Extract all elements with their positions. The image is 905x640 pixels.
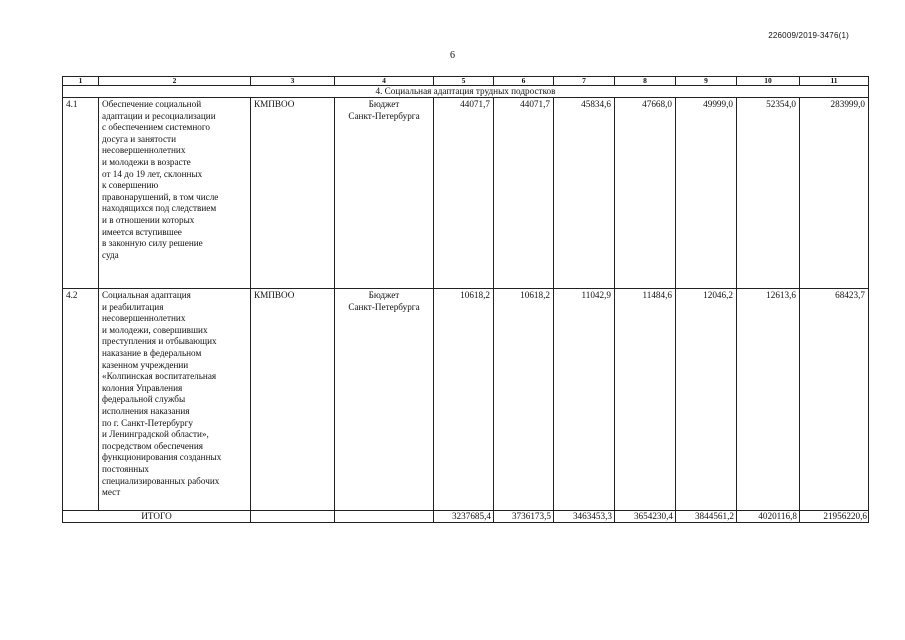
text-line: казенном учреждении (102, 359, 189, 370)
table-row (63, 98, 869, 289)
total-value: 3237685,4 (434, 511, 494, 523)
text-line: преступления и отбывающих (102, 336, 217, 347)
row-value: 44071,7 (434, 98, 494, 289)
row-value: 45834,6 (554, 98, 615, 289)
document-id: 226009/2019-3476(1) (768, 31, 849, 40)
column-number-row (63, 77, 869, 86)
text-line: Санкт-Петербурга (348, 301, 420, 312)
text-line: к совершению (102, 180, 159, 191)
text-line: в законную силу решение (102, 238, 203, 249)
row-value: 44071,7 (494, 98, 554, 289)
total-label: ИТОГО (63, 511, 251, 523)
column-number: 2 (99, 77, 251, 86)
text-line: несовершеннолетних (102, 145, 186, 156)
text-line: адаптации и ресоциализации (102, 110, 216, 121)
section-title-row (63, 86, 869, 98)
row-value: 11042,9 (554, 289, 615, 511)
column-number: 5 (434, 77, 494, 86)
text-line: имеется вступившее (102, 226, 182, 237)
text-line: суда (102, 249, 119, 260)
row-value: 283999,0 (800, 98, 869, 289)
row-value: 49999,0 (676, 98, 737, 289)
text-line: с обеспечением системного (102, 122, 211, 133)
text-line: исполнения наказания (102, 405, 190, 416)
text-line: функционирования созданных (102, 452, 222, 463)
text-line: несовершеннолетних (102, 313, 186, 324)
text-line: и Ленинградской области», (102, 429, 209, 440)
row-executor: КМПВОО (251, 98, 335, 289)
row-value: 52354,0 (737, 98, 800, 289)
row-executor: КМПВОО (251, 289, 335, 511)
row-value: 68423,7 (800, 289, 869, 511)
text-line: наказание в федеральном (102, 347, 202, 358)
total-value: 21956220,6 (800, 511, 869, 523)
row-value: 10618,2 (434, 289, 494, 511)
text-line: Бюджет (368, 99, 400, 109)
table-row (63, 289, 869, 511)
empty-cell (335, 511, 434, 523)
text-line: Санкт-Петербурга (348, 110, 420, 121)
column-number: 1 (63, 77, 99, 86)
total-value: 3654230,4 (615, 511, 676, 523)
text-line: Социальная адаптация (102, 290, 191, 300)
column-number: 9 (676, 77, 737, 86)
text-line: правонарушений, в том числе (102, 191, 219, 202)
section-title: 4. Социальная адаптация трудных подростков (63, 86, 869, 98)
empty-cell (251, 511, 335, 523)
column-number: 7 (554, 77, 615, 86)
text-line: «Колпинская воспитательная (102, 371, 217, 382)
total-row (63, 511, 869, 523)
text-line: Обеспечение социальной (102, 99, 202, 109)
row-value: 47668,0 (615, 98, 676, 289)
total-value: 4020116,8 (737, 511, 800, 523)
text-line: и в отношении которых (102, 214, 195, 225)
column-number: 3 (251, 77, 335, 86)
column-number: 8 (615, 77, 676, 86)
text-line: колония Управления (102, 382, 183, 393)
text-line: постоянных (102, 463, 149, 474)
row-number: 4.1 (63, 98, 99, 289)
total-value: 3844561,2 (676, 511, 737, 523)
total-value: 3736173,5 (494, 511, 554, 523)
text-line: досуга и занятости (102, 133, 176, 144)
text-line: и молодежи, совершивших (102, 324, 208, 335)
row-value: 11484,6 (615, 289, 676, 511)
text-line: от 14 до 19 лет, склонных (102, 168, 203, 179)
text-line: и молодежи в возрасте (102, 156, 191, 167)
total-value: 3463453,3 (554, 511, 615, 523)
page-number: 6 (450, 50, 455, 61)
row-number: 4.2 (63, 289, 99, 511)
column-number: 10 (737, 77, 800, 86)
text-line: по г. Санкт-Петербургу (102, 417, 193, 428)
text-line: мест (102, 487, 121, 498)
row-value: 10618,2 (494, 289, 554, 511)
column-number: 4 (335, 77, 434, 86)
text-line: Бюджет (368, 290, 400, 300)
text-line: специализированных рабочих (102, 475, 220, 486)
text-line: посредством обеспечения (102, 440, 203, 451)
column-number: 11 (800, 77, 869, 86)
budget-table (62, 76, 869, 523)
row-funding-source (335, 98, 434, 289)
row-description (99, 98, 251, 289)
text-line: находящихся под следствием (102, 203, 217, 214)
row-value: 12046,2 (676, 289, 737, 511)
row-funding-source (335, 289, 434, 511)
text-line: и реабилитация (102, 301, 164, 312)
row-description (99, 289, 251, 511)
row-value: 12613,6 (737, 289, 800, 511)
column-number: 6 (494, 77, 554, 86)
text-line: федеральной службы (102, 394, 186, 405)
